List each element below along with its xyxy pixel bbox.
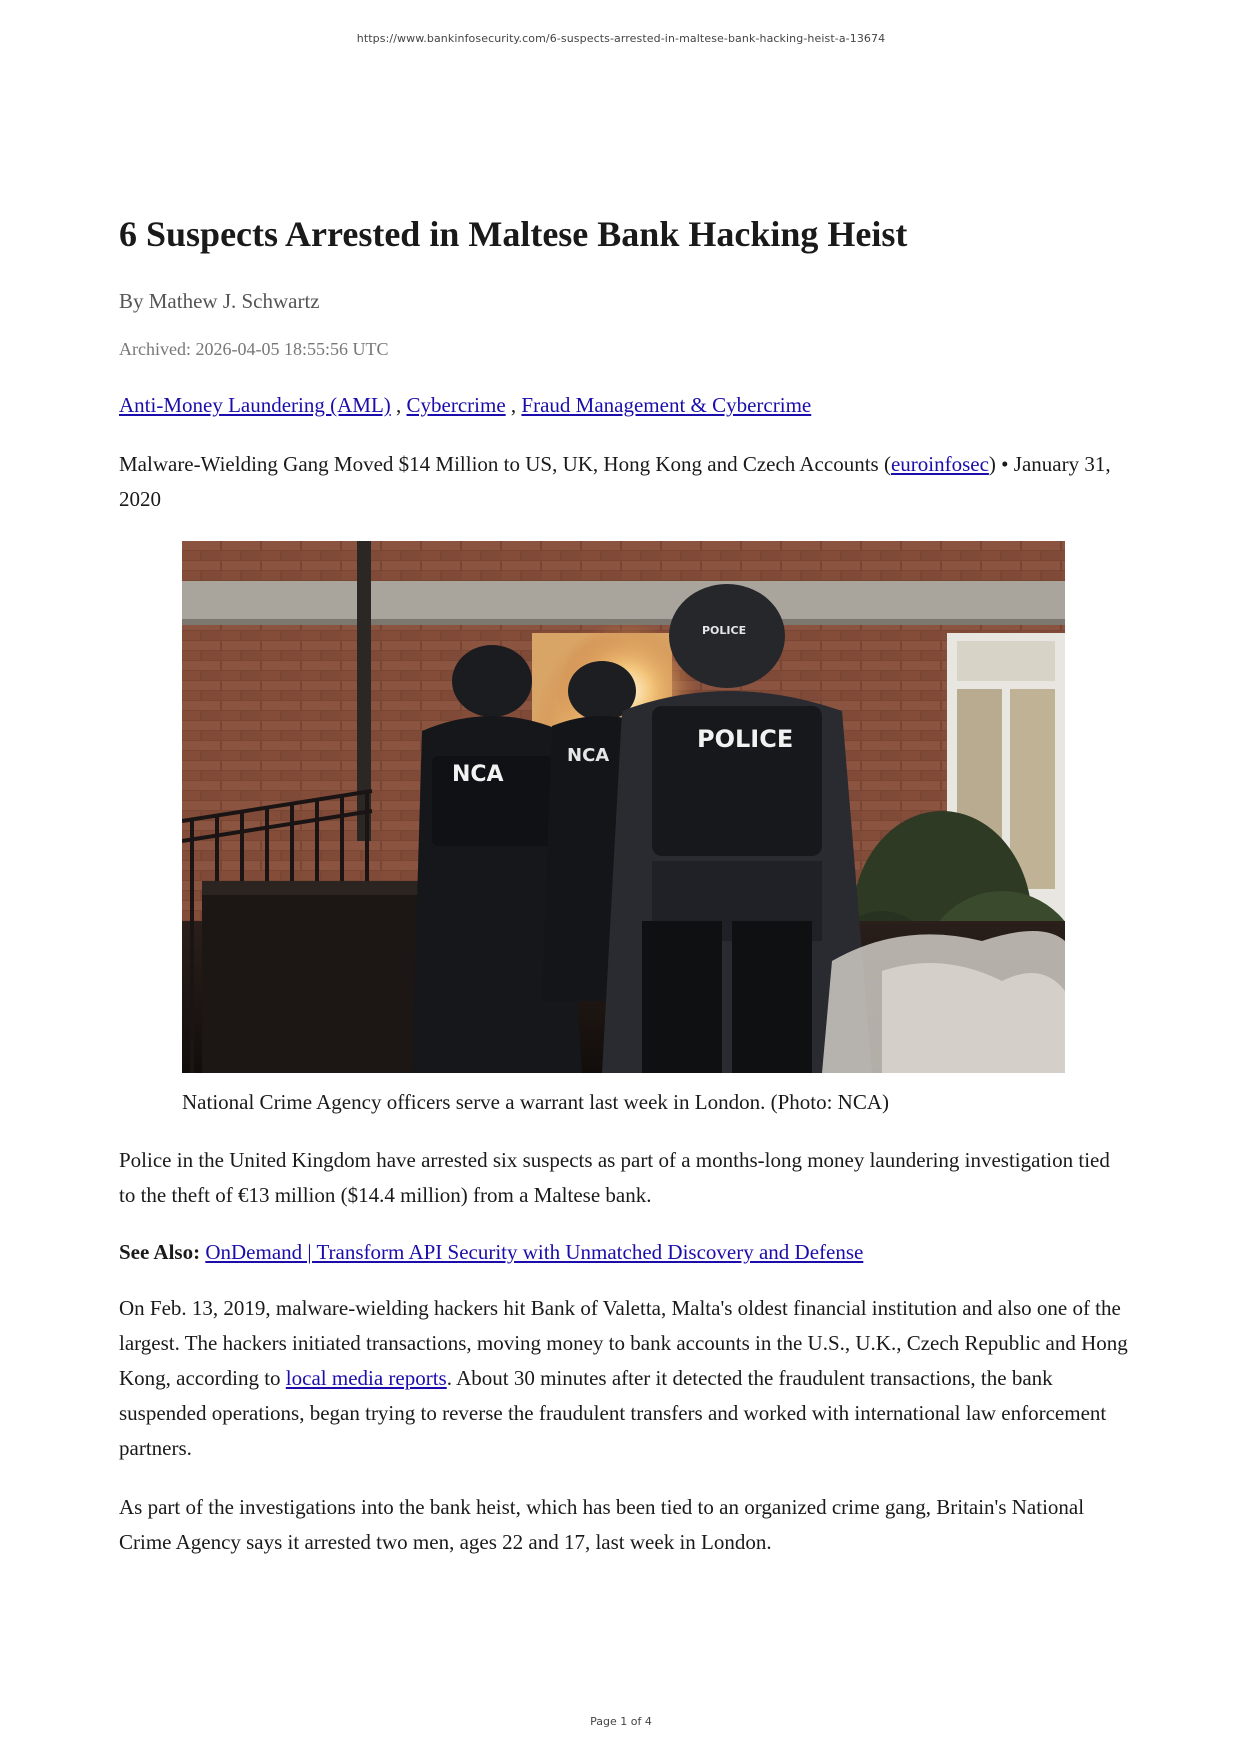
vest-text-left: NCA xyxy=(452,762,504,787)
photo-caption: National Crime Agency officers serve a warrant last week in London. (Photo: NCA) xyxy=(182,1090,890,1114)
see-also-label: See Also: xyxy=(119,1240,201,1264)
author-twitter-link[interactable]: euroinfosec xyxy=(890,452,989,476)
vest-text-right: POLICE xyxy=(697,725,794,753)
subtitle-text: Malware-Wielding Gang Moved $14 Million to US, UK, Hong Kong and Czech Accounts ( xyxy=(119,452,891,476)
photo-nca-officers-illustration xyxy=(182,541,1065,1073)
tag-separator: , xyxy=(505,393,522,417)
category-tags xyxy=(119,393,811,418)
paragraph-2 xyxy=(119,1291,1129,1466)
page-number: Page 1 of 4 xyxy=(590,1715,652,1728)
local-media-reports-link[interactable]: local media reports xyxy=(285,1366,447,1390)
paragraph-2-text-tail: . About 30 minutes after it detected the fraudulent transactions, the bank suspended operations, began trying to reverse the fraudulent transfers and worked with international law enforcement partners. xyxy=(119,1366,1107,1460)
page-url-header: https://www.bankinfosecurity.com/6-suspects-arrested-in-maltese-bank-hacking-heist-a-13674 xyxy=(356,32,886,45)
archived-timestamp: Archived: 2026-04-05 18:55:56 UTC xyxy=(119,339,389,359)
article-title: 6 Suspects Arrested in Maltese Bank Hacking Heist xyxy=(119,214,908,254)
subtitle-date: ) • January 31, 2020 xyxy=(119,452,1111,511)
tag-separator: , xyxy=(390,393,407,417)
tag-link-aml[interactable]: Anti-Money Laundering (AML) xyxy=(119,393,391,417)
vest-text-center: NCA xyxy=(567,745,610,766)
paragraph-3: As part of the investigations into the bank heist, which has been tied to an organized crime gang, Britain's National Crime Agency says it arrested two men, ages 22 and 17, last week in London. xyxy=(119,1495,1085,1554)
paragraph-2-text: On Feb. 13, 2019, malware-wielding hackers hit Bank of Valetta, Malta's oldest financial institution and also one of the largest. The hackers initiated transactions, moving money to bank accounts in the U.S., U.K., Czech Republic and Hong Kong, according to xyxy=(119,1296,1128,1390)
helmet-text: POLICE xyxy=(702,624,747,637)
tag-link-cybercrime[interactable]: Cybercrime xyxy=(406,393,506,417)
article-byline: By Mathew J. Schwartz xyxy=(119,289,320,313)
article-subtitle xyxy=(119,447,1129,517)
photo-nca-officers xyxy=(182,541,1065,1073)
tag-link-fraud-management[interactable]: Fraud Management & Cybercrime xyxy=(521,393,812,417)
see-also xyxy=(119,1235,1129,1270)
paragraph-1: Police in the United Kingdom have arrested six suspects as part of a months-long money laundering investigation tied to the theft of €13 million ($14.4 million) from a Maltese bank. xyxy=(119,1148,1110,1207)
see-also-link[interactable]: OnDemand | Transform API Security with Unmatched Discovery and Defense xyxy=(205,1240,864,1264)
